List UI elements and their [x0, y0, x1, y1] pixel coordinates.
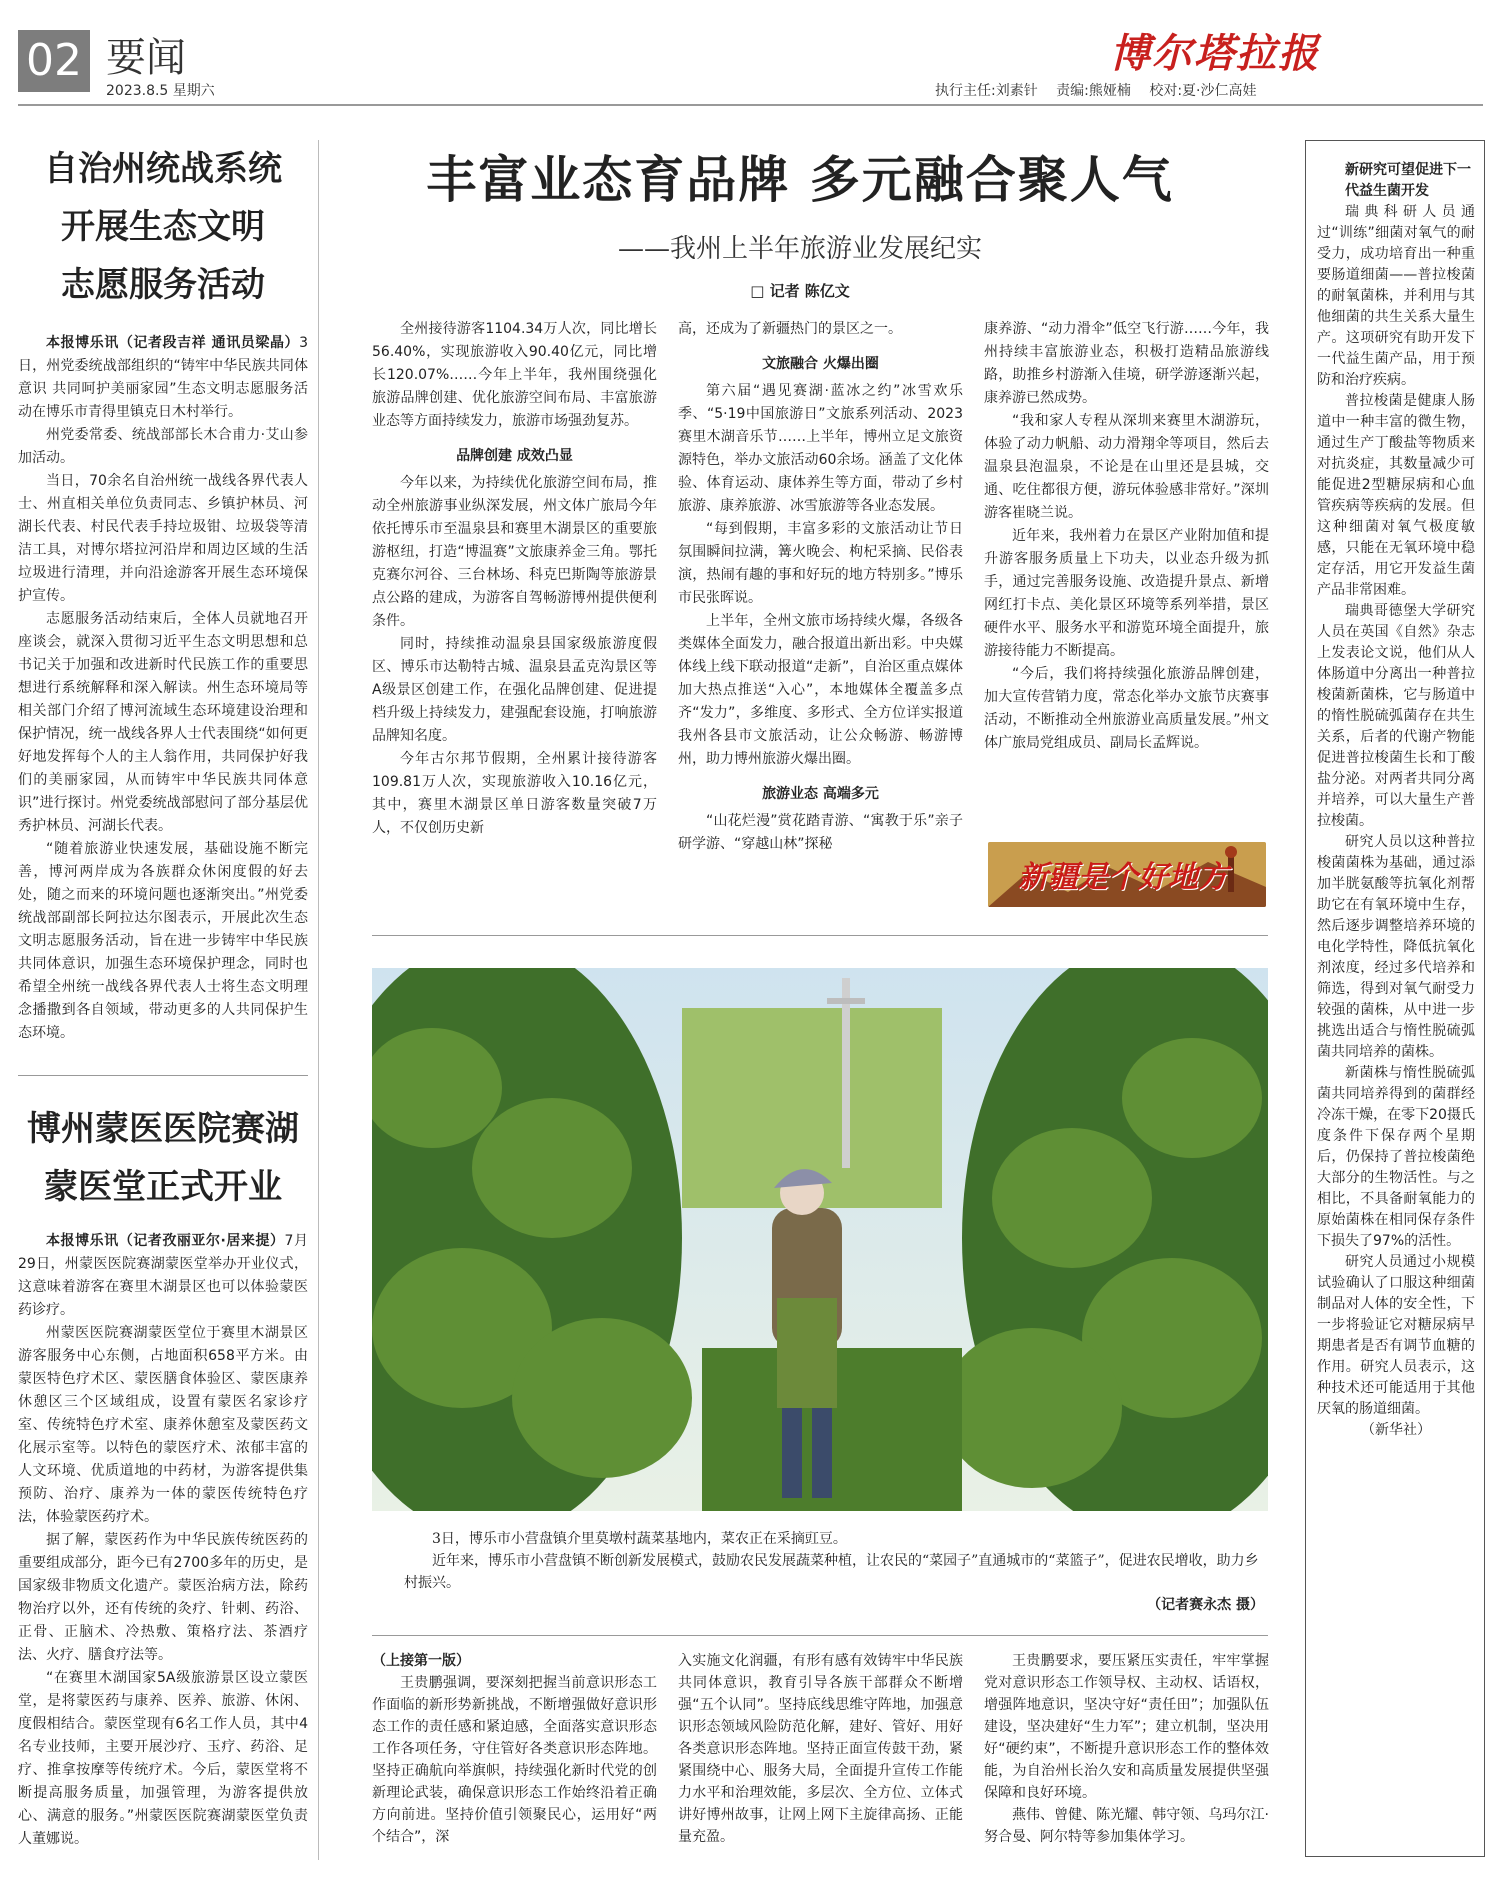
paragraph: 入实施文化润疆，有形有感有效铸牢中华民族共同体意识，教育引导各族干部群众不断增强“五个认同”。坚持底线思维守阵地，加强意识形态领域风险防范化解，建好、管好、用好各类意识形态阵地。坚持正面宣传鼓干劲，紧紧围绕中心、服务大局，全面提升宣传工作能力水平和治理效能，多层次、全方位、立体式讲好博州故事，让网上网下主旋律高扬、正能量充盈。	[678, 1653, 963, 1845]
paragraph: “每到假期，丰富多彩的文旅活动让节日氛围瞬间拉满，篝火晚会、枸杞采摘、民俗表演，热闹有趣的事和好玩的地方特别多。”博乐市民张晖说。	[678, 521, 963, 606]
section-subtitle: 品牌创建 成效凸显	[456, 448, 573, 464]
article-divider	[18, 1075, 308, 1076]
page-number: 02	[18, 30, 90, 92]
continued-column-1	[372, 1650, 657, 1848]
paragraph: “我和家人专程从深圳来赛里木湖游玩，体验了动力帆船、动力滑翔伞等项目，然后去温泉县泡温泉，不论是在山里还是县城，交通、吃住都很方便，游玩体验感非常好。”深圳游客崔晓兰说。	[984, 413, 1269, 521]
caption-line: 3日，博乐市小营盘镇介里莫墩村蔬菜基地内，菜农正在采摘豇豆。	[432, 1531, 847, 1547]
editor-credits	[935, 80, 1271, 100]
paragraph: 研究人员通过小规模试验确认了口服这种细菌制品对人体的安全性，下一步将验证它对糖尿病早期患者是否有调节血糖的作用。研究人员表示，这种技术还可能适用于其他厌氧的肠道细菌。	[1317, 1254, 1475, 1417]
paragraph: 瑞典科研人员通过“训练”细菌对氧气的耐受力，成功培育出一种重要肠道细菌——普拉梭菌的耐氧菌株，并利用与其他细菌的共生关系大量生产。这项研究有助开发下一代益生菌产品，用于预防和治疗疾病。	[1317, 204, 1475, 388]
paragraph: 州蒙医医院赛湖蒙医堂位于赛里木湖景区游客服务中心东侧，占地面积658平方米。由蒙医特色疗术区、蒙医膳食体验区、蒙医康养休憩区三个区域组成，设置有蒙医名家诊疗室、传统特色疗术室、康养休憩室及蒙医药文化展示室等。以特色的蒙医疗术、浓郁丰富的人文环境、优质道地的中药材，为游客提供集预防、治疗、康养为一体的蒙医传统特色疗法，体验蒙医药疗术。	[18, 1325, 308, 1525]
proofreader: 校对:夏·沙仁高娃	[1149, 83, 1257, 99]
continued-column-3	[984, 1650, 1269, 1848]
photo-top-rule	[372, 935, 1268, 936]
title-line: 志愿服务活动	[61, 265, 265, 305]
title-line: 蒙医堂正式开业	[44, 1167, 282, 1207]
column-divider	[318, 140, 319, 1860]
article-title	[18, 1100, 308, 1216]
editor-chief: 执行主任:刘素针	[935, 83, 1038, 99]
paragraph: 新菌株与惰性脱硫弧菌共同培养得到的菌群经冷冻干燥，在零下20摄氏度条件下保存两个星期后，仍保持了普拉梭菌绝大部分的生物活性。与之相比，不具备耐氧能力的原始菌株在相同保存条件下损失了97%的活性。	[1317, 1065, 1475, 1249]
paragraph: 上半年，全州文旅市场持续火爆，各级各类媒体全面发力，融合报道出新出彩。中央媒体线上线下联动报道“走新”，自治区重点媒体加大热点推送“入心”，本地媒体全覆盖多点齐“发力”，多维度、多形式、全方位详实报道我州各县市文旅活动，让公众畅游、畅游博州，助力博州旅游火爆出圈。	[678, 613, 963, 767]
bean-field-photo	[372, 968, 1268, 1511]
paragraph: 第六届“遇见赛湖·蓝冰之约”冰雪欢乐季、“5·19中国旅游日”文旅系列活动、2023赛里木湖音乐节……上半年，博州立足文旅资源特色，举办文旅活动60余场。涵盖了文化体验、体育运动、康体养生等方面，带动了乡村旅游、康养旅游、冰雪旅游等各业态发展。	[678, 383, 963, 514]
editor-responsible: 责编:熊娅楠	[1056, 83, 1131, 99]
paragraph: 瑞典哥德堡大学研究人员在英国《自然》杂志上发表论文说，他们从人体肠道中分离出一种普拉梭菌新菌株，它与肠道中的惰性脱硫弧菌存在共生关系，后者的代谢产物能促进普拉梭菌生长和丁酸盐分泌。对两者共同分离并培养，可以大量生产普拉梭菌。	[1317, 603, 1475, 829]
paragraph: “今后，我们将持续强化旅游品牌创建，加大宣传营销力度，常态化举办文旅节庆赛事活动，不断推动全州旅游业高质量发展。”州文体广旅局党组成员、副局长孟辉说。	[984, 666, 1269, 751]
paragraph: 据了解，蒙医药作为中华民族传统医药的重要组成部分，距今已有2700多年的历史，是国家级非物质文化遗产。蒙医治病方法，除药物治疗以外，还有传统的灸疗、针刺、药浴、正骨、正脑术、冷热敷、策格疗法、茶酒疗法、火疗、膳食疗法等。	[18, 1532, 308, 1663]
xinjiang-banner	[988, 842, 1266, 907]
photo-caption	[404, 1528, 1264, 1616]
left-article-1	[18, 140, 308, 1045]
banner-slogan: 新疆是个好地方	[1018, 860, 1228, 895]
masthead-logo: 博尔塔拉报	[1110, 30, 1320, 77]
article-body	[18, 1230, 308, 1851]
caption-line: 近年来，博乐市小营盘镇不断创新发展模式，鼓励农民发展蔬菜种植，让农民的“菜园子”直通城市的“菜篮子”，促进农民增收，助力乡村振兴。	[404, 1553, 1259, 1591]
main-column-3	[984, 318, 1269, 755]
article-body	[18, 332, 308, 1045]
lead-text: 3日，州党委统战部组织的“铸牢中华民族共同体意识 共同呵护美丽家园”生态文明志愿服务活动在博乐市青得里镇克日木村举行。	[18, 335, 308, 420]
sidebar-title: 新研究可望促进下一代益生菌开发	[1345, 162, 1471, 199]
paragraph: 近年来，我州着力在景区产业附加值和提升游客服务质量上下功夫，以业态升级为抓手，通过完善服务设施、改造提升景点、新增网红打卡点、美化景区环境等系列举措，景区硬件水平、服务水平和游览环境全面提升，旅游接待能力不断提高。	[984, 528, 1269, 659]
paragraph: 高，还成为了新疆热门的景区之一。	[678, 321, 902, 337]
paragraph: 同时，持续推动温泉县国家级旅游度假区、博乐市达勒特古城、温泉县孟克沟景区等A级景区创建工作，在强化品牌创建、促进提档升级上持续发力，建强配套设施，打响旅游品牌知名度。	[372, 636, 657, 744]
bottom-section-rule	[372, 1635, 1268, 1636]
paragraph: 康养游、“动力滑伞”低空飞行游……今年，我州持续丰富旅游业态，积极打造精品旅游线路，助推乡村游渐入佳境，研学游逐渐兴起，康养游已然成势。	[984, 321, 1269, 406]
paragraph: “山花烂漫”赏花踏青游、“寓教于乐”亲子研学游、“穿越山林”探秘	[678, 813, 963, 852]
issue-date: 2023.8.5 星期六	[106, 83, 215, 99]
dateline: 本报博乐讯（记者段吉祥 通讯员梁晶）	[46, 335, 300, 351]
paragraph: “随着旅游业快速发展，基础设施不断完善，博河两岸成为各族群众休闲度假的好去处，随之而来的环境问题也逐渐突出。”州党委统战部副部长阿拉达尔图表示，开展此次生态文明志愿服务活动，旨在进一步铸牢中华民族共同体意识，加强生态环境保护理念，同时也希望全州统一战线各界代表人士将生态文明理念播撒到各自领域，带动更多的人共同保护生态环境。	[18, 841, 308, 1041]
paragraph: 今年以来，为持续优化旅游空间布局，推动全州旅游事业纵深发展，州文体广旅局今年依托博乐市至温泉县和赛里木湖景区的重要旅游枢纽，打造“博温赛”文旅康养金三角。鄂托克赛尔河谷、三台林场、科克巴斯陶等旅游景点公路的建成，为游客自驾畅游博州提供便利条件。	[372, 475, 657, 629]
continued-tag: （上接第一版）	[372, 1653, 470, 1669]
paragraph: 王贵鹏强调，要深刻把握当前意识形态工作面临的新形势新挑战，不断增强做好意识形态工作的责任感和紧迫感，全面落实意识形态工作各项任务，守住管好各类意识形态阵地。坚持正确航向举旗帜，持续强化新时代党的创新理论武装，确保意识形态工作始终沿着正确方向前进。坚持价值引领聚民心，运用好“两个结合”，深	[372, 1675, 657, 1845]
paragraph: 研究人员以这种普拉梭菌菌株为基础，通过添加半胱氨酸等抗氧化剂帮助它在有氧环境中生存，然后逐步调整培养环境的电化学特性，降低抗氧化剂浓度，经过多代培养和筛选，得到对氧气耐受力较强的菌株，从中进一步挑选出适合与惰性脱硫弧菌共同培养的菌株。	[1317, 834, 1475, 1060]
lead-paragraph	[18, 1230, 308, 1322]
sidebar-article	[1317, 160, 1475, 1441]
title-line: 博州蒙医医院赛湖	[27, 1109, 299, 1149]
paragraph: “在赛里木湖国家5A级旅游景区设立蒙医堂，是将蒙医药与康养、医养、旅游、休闲、度假相结合。蒙医堂现有6名工作人员，其中4名专业技师，主要开展沙疗、玉疗、药浴、足疗、推拿按摩等传统疗术。今后，蒙医堂将不断提高服务质量，加强管理，为游客提供放心、满意的服务。”州蒙医医院赛湖蒙医堂负责人董娜说。	[18, 1670, 308, 1847]
paragraph: 当日，70余名自治州统一战线各界代表人士、州直相关单位负责同志、乡镇护林员、河湖长代表、村民代表手持垃圾钳、垃圾袋等清洁工具，对博尔塔拉河沿岸和周边区域的生活垃圾进行清理，并向沿途游客开展生态环境保护宣传。	[18, 473, 308, 604]
lead-text: 7月29日，州蒙医医院赛湖蒙医堂举办开业仪式，这意味着游客在赛里木湖景区也可以体验蒙医药诊疗。	[18, 1233, 308, 1318]
section-subtitle: 旅游业态 高端多元	[762, 786, 879, 802]
news-photo	[372, 968, 1268, 1511]
main-headline: 丰富业态育品牌 多元融合聚人气	[426, 150, 1174, 209]
section-title: 要闻	[106, 35, 186, 81]
continued-column-2	[678, 1650, 963, 1848]
paragraph: 全州接待游客1104.34万人次，同比增长56.40%，实现旅游收入90.40亿元，同比增长120.07%……今年上半年，我州围绕强化旅游品牌创建、优化旅游空间布局、丰富旅游业态等方面持续发力，旅游市场强劲复苏。	[372, 321, 657, 429]
section-subtitle: 文旅融合 火爆出圈	[762, 356, 879, 372]
main-subheadline: ——我州上半年旅游业发展纪实	[617, 234, 982, 264]
byline: □ 记者 陈亿文	[750, 282, 850, 300]
title-line: 开展生态文明	[61, 207, 265, 247]
article-title	[18, 140, 308, 314]
sidebar-source: （新华社）	[1361, 1422, 1431, 1438]
paragraph: 王贵鹏要求，要压紧压实责任，牢牢掌握党对意识形态工作领导权、主动权、话语权，增强阵地意识，坚决守好“责任田”；加强队伍建设，坚决建好“生力军”；建立机制，坚决用好“硬约束”，不断提升意识形态工作的整体效能，为自治州长治久安和高质量发展提供坚强保障和良好环境。	[984, 1653, 1269, 1801]
paragraph: 志愿服务活动结束后，全体人员就地召开座谈会，就深入贯彻习近平生态文明思想和总书记关于加强和改进新时代民族工作的重要思想进行系统解释和深入解读。州生态环境局等相关部门介绍了博河流域生态环境建设治理和保护情况，统一战线各界人士代表围绕“如何更好地发挥每个人的主人翁作用，共同保护好我们的美丽家园，从而铸牢中华民族共同体意识”进行探讨。州党委统战部慰问了部分基层优秀护林员、河湖长代表。	[18, 611, 308, 834]
paragraph: 州党委常委、统战部部长木合甫力·艾山参加活动。	[18, 427, 308, 466]
main-column-1	[372, 318, 657, 840]
lead-paragraph	[18, 332, 308, 424]
header-rule	[18, 104, 1483, 106]
paragraph: 普拉梭菌是健康人肠道中一种丰富的微生物，通过生产丁酸盐等物质来对抗炎症，其数量减少可能促进2型糖尿病和心血管疾病等疾病的发展。但这种细菌对氧气极度敏感，只能在无氧环境中稳定存活，用它开发益生菌产品非常困难。	[1317, 393, 1475, 598]
left-article-2	[18, 1100, 308, 1851]
title-line: 自治州统战系统	[44, 149, 282, 189]
main-column-2	[678, 318, 963, 856]
photo-credit: （记者赛永杰 摄）	[1147, 1597, 1264, 1613]
paragraph: 今年古尔邦节假期，全州累计接待游客109.81万人次，实现旅游收入10.16亿元，其中，赛里木湖景区单日游客数量突破7万人，不仅创历史新	[372, 751, 657, 836]
paragraph: 燕伟、曾健、陈光耀、韩守领、乌玛尔江·努合曼、阿尔特等参加集体学习。	[984, 1807, 1269, 1845]
dateline: 本报博乐讯（记者孜丽亚尔·居来提）	[46, 1233, 285, 1249]
